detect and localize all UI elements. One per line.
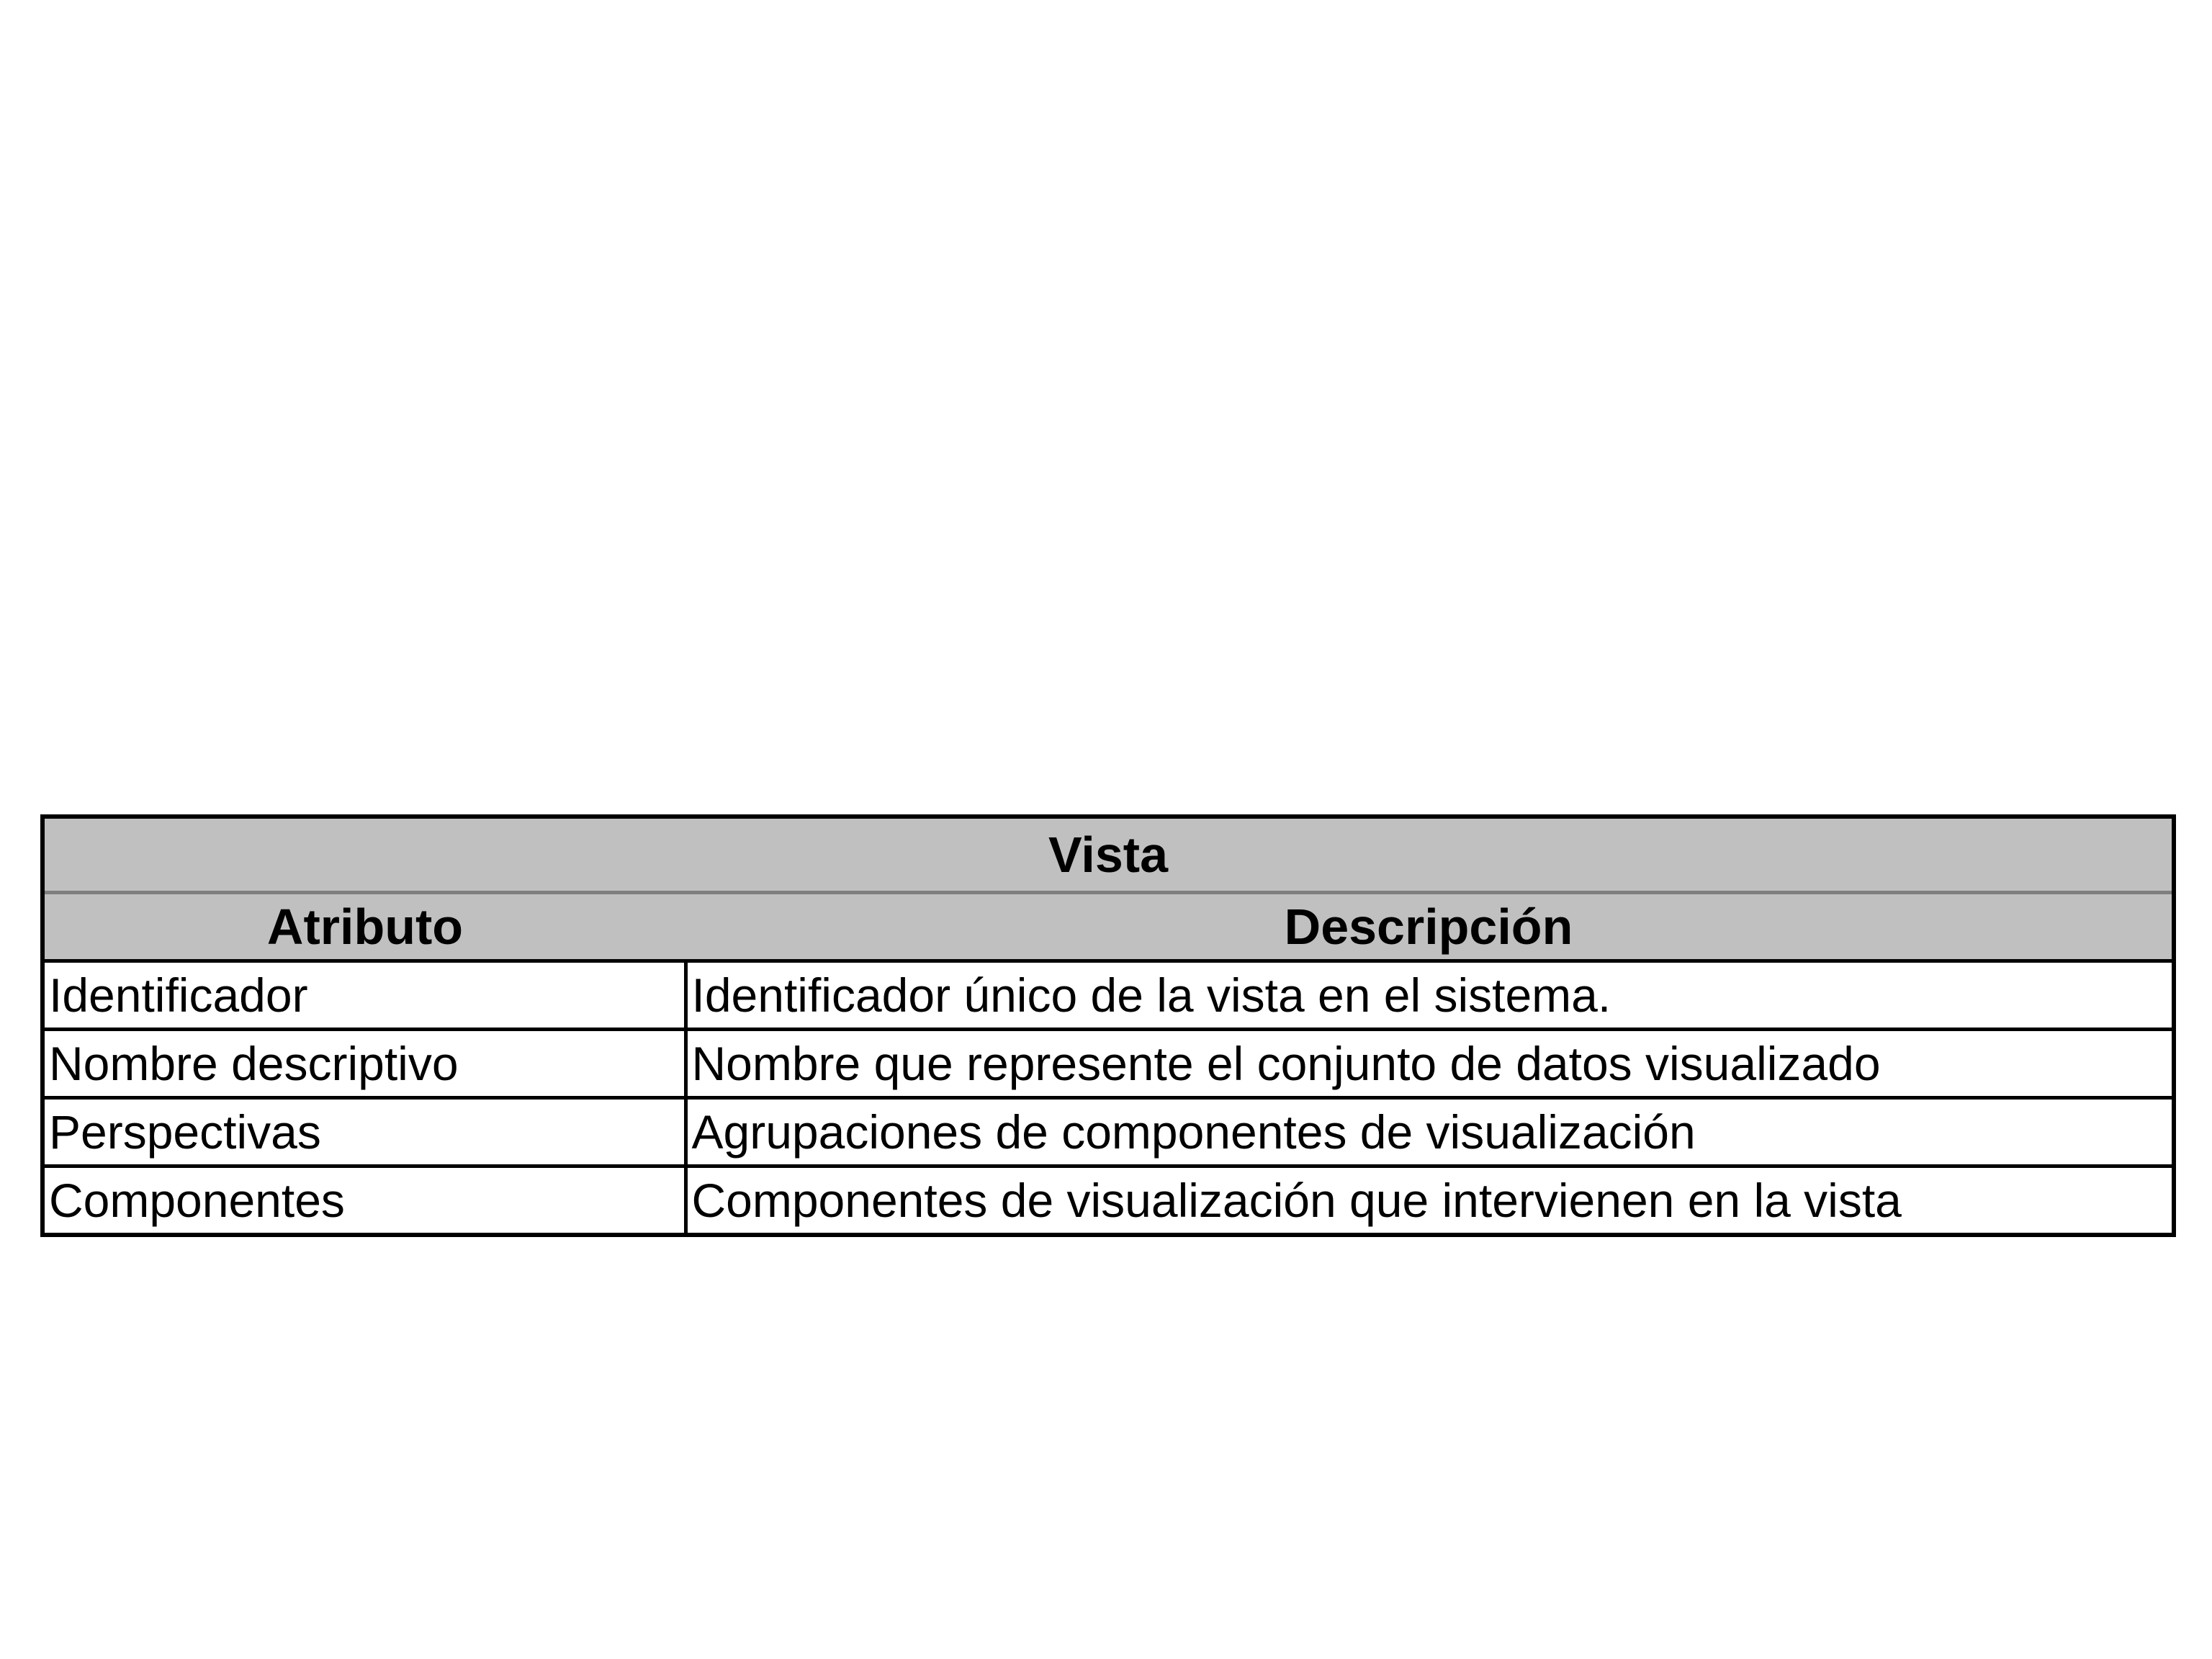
vista-table-container bbox=[40, 814, 2176, 1237]
table-row bbox=[42, 1098, 2174, 1166]
table-title-row bbox=[42, 817, 2174, 893]
description-cell: Agrupaciones de componentes de visualización bbox=[685, 1098, 2174, 1166]
table-row bbox=[42, 961, 2174, 1030]
column-header-descripcion: Descripción bbox=[685, 893, 2174, 961]
attribute-cell: Perspectivas bbox=[42, 1098, 685, 1166]
table-title: Vista bbox=[42, 817, 2174, 893]
table-header-row bbox=[42, 893, 2174, 961]
attribute-cell: Nombre descriptivo bbox=[42, 1030, 685, 1098]
attribute-cell: Componentes bbox=[42, 1166, 685, 1236]
column-header-atributo: Atributo bbox=[42, 893, 685, 961]
attribute-cell: Identificador bbox=[42, 961, 685, 1030]
table-row bbox=[42, 1030, 2174, 1098]
table-row bbox=[42, 1166, 2174, 1236]
vista-table bbox=[40, 814, 2176, 1237]
description-cell: Identificador único de la vista en el sistema. bbox=[685, 961, 2174, 1030]
description-cell: Nombre que represente el conjunto de datos visualizado bbox=[685, 1030, 2174, 1098]
description-cell: Componentes de visualización que intervienen en la vista bbox=[685, 1166, 2174, 1236]
